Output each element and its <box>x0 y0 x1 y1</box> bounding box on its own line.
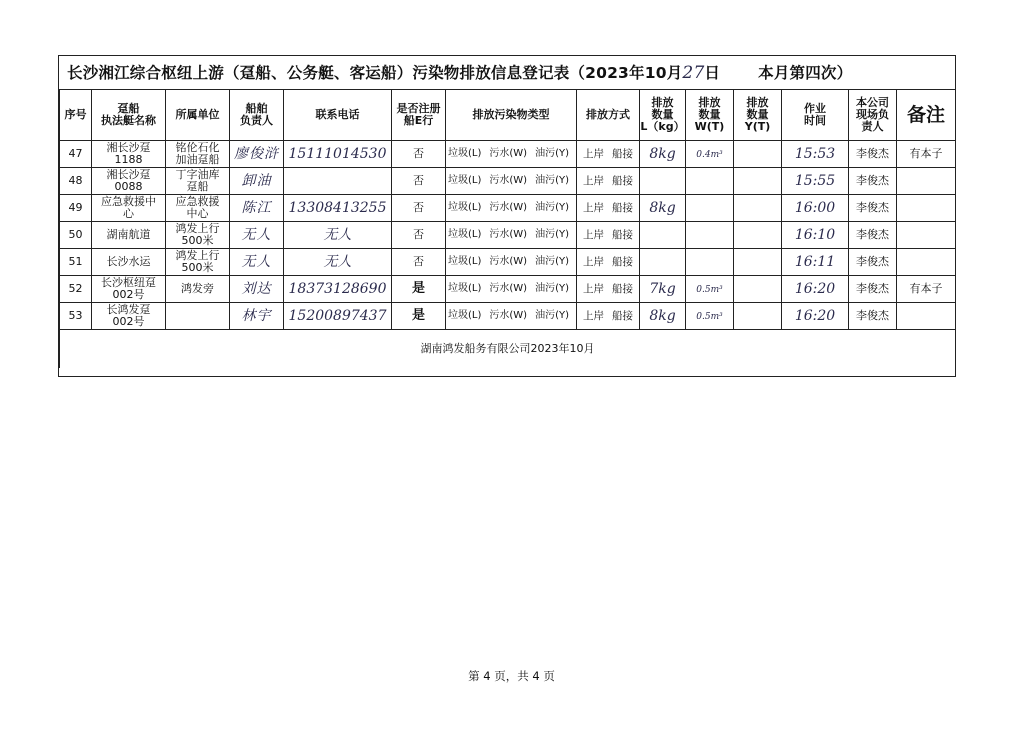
method-option: 船接 <box>612 229 633 241</box>
method-cell <box>577 303 640 330</box>
qty-w-cell-text: 0.5m³ <box>696 311 723 322</box>
unit-cell: 鸿发旁 <box>166 276 230 303</box>
method-option: 上岸 <box>583 148 604 160</box>
time-cell-text: 16:10 <box>794 226 836 243</box>
type-option: 垃圾(L) <box>448 283 482 294</box>
type-option: 垃圾(L) <box>448 310 482 321</box>
header-unit: 所属单位 <box>166 90 230 141</box>
captain-signature-text: 廖俊浒 <box>234 145 279 162</box>
header-types: 排放污染物类型 <box>446 90 577 141</box>
phone-cell-text: 13308413255 <box>288 199 387 216</box>
captain-signature <box>230 195 284 222</box>
qty-y-cell <box>734 141 782 168</box>
qty-y-cell <box>734 249 782 276</box>
qty-y-cell <box>734 222 782 249</box>
phone-cell <box>284 249 392 276</box>
qty-y-cell <box>734 168 782 195</box>
type-option: 污水(W) <box>489 310 528 321</box>
header-captain: 船舶 负责人 <box>230 90 284 141</box>
method-option: 上岸 <box>583 229 604 241</box>
qty-l-cell <box>640 168 686 195</box>
qty-w-cell <box>686 249 734 276</box>
types-cell <box>446 222 577 249</box>
table-row <box>60 276 956 303</box>
staff-cell: 李俊杰 <box>849 168 897 195</box>
seq-cell: 48 <box>60 168 92 195</box>
captain-signature <box>230 222 284 249</box>
table-row <box>60 303 956 330</box>
header-registered: 是否注册 船E行 <box>392 90 446 141</box>
seq-cell: 50 <box>60 222 92 249</box>
qty-y-cell <box>734 303 782 330</box>
phone-cell <box>284 303 392 330</box>
unit-cell: 鸿发上行 500米 <box>166 222 230 249</box>
captain-signature-text: 刘达 <box>241 280 272 297</box>
phone-cell-text: 无人 <box>323 253 352 270</box>
title-main: 长沙湘江综合枢纽上游（趸船、公务艇、客运船）污染物排放信息登记表（2023年10月 <box>67 64 683 82</box>
type-option: 油污(Y) <box>535 310 569 321</box>
method-option: 船接 <box>612 256 633 268</box>
qty-w-cell-text: 0.5m³ <box>696 284 723 295</box>
qty-l-cell-text: 8kg <box>649 199 676 216</box>
captain-signature-text: 无人 <box>241 253 272 270</box>
registered-cell: 是 <box>392 303 446 330</box>
type-option: 油污(Y) <box>535 229 569 240</box>
header-qty-y: 排放 数量 Y(T) <box>734 90 782 141</box>
phone-cell <box>284 168 392 195</box>
table-row <box>60 195 956 222</box>
phone-cell-text: 无人 <box>323 226 352 243</box>
company-footer: 湖南鸿发船务有限公司2023年10月 <box>60 330 956 369</box>
time-cell-text: 16:11 <box>794 253 836 270</box>
header-qty-l: 排放 数量 L（kg） <box>640 90 686 141</box>
type-option: 污水(W) <box>489 202 528 213</box>
unit-cell: 鸿发上行 500米 <box>166 249 230 276</box>
vessel-name-cell: 长沙水运 <box>92 249 166 276</box>
remark-cell: 有本子 <box>897 276 956 303</box>
remark-cell <box>897 222 956 249</box>
captain-signature <box>230 276 284 303</box>
captain-signature-text: 林宇 <box>241 307 272 324</box>
header-vessel: 趸船 执法艇名称 <box>92 90 166 141</box>
time-cell <box>782 303 849 330</box>
captain-signature <box>230 141 284 168</box>
qty-l-cell <box>640 249 686 276</box>
registered-cell: 否 <box>392 195 446 222</box>
qty-l-cell <box>640 141 686 168</box>
type-option: 垃圾(L) <box>448 175 482 186</box>
vessel-name-cell: 湖南航道 <box>92 222 166 249</box>
captain-signature <box>230 303 284 330</box>
seq-cell: 52 <box>60 276 92 303</box>
vessel-name-cell: 湘长沙趸 0088 <box>92 168 166 195</box>
vessel-name-cell: 长沙枢纽趸 002号 <box>92 276 166 303</box>
title-day: 27 <box>682 63 705 83</box>
types-cell <box>446 168 577 195</box>
vessel-name-cell: 长鸿发趸 002号 <box>92 303 166 330</box>
time-cell-text: 16:20 <box>794 280 836 297</box>
time-cell-text: 15:53 <box>794 145 836 162</box>
seq-cell: 49 <box>60 195 92 222</box>
method-option: 上岸 <box>583 256 604 268</box>
header-phone: 联系电话 <box>284 90 392 141</box>
type-option: 垃圾(L) <box>448 202 482 213</box>
method-option: 船接 <box>612 283 633 295</box>
types-cell <box>446 303 577 330</box>
method-cell <box>577 276 640 303</box>
qty-y-cell <box>734 195 782 222</box>
vessel-name-cell: 湘长沙趸 1188 <box>92 141 166 168</box>
qty-l-cell-text: 7kg <box>649 280 676 297</box>
phone-cell <box>284 195 392 222</box>
types-cell <box>446 276 577 303</box>
type-option: 污水(W) <box>489 229 528 240</box>
method-cell <box>577 141 640 168</box>
unit-cell: 铭伦石化 加油趸船 <box>166 141 230 168</box>
type-option: 油污(Y) <box>535 202 569 213</box>
phone-cell-text: 15200897437 <box>288 307 387 324</box>
method-option: 船接 <box>612 202 633 214</box>
table-row <box>60 222 956 249</box>
title-batch: 本月第四次） <box>758 64 853 82</box>
type-option: 污水(W) <box>489 283 528 294</box>
title-day-suffix: 日 <box>704 64 721 82</box>
header-row <box>60 90 956 141</box>
time-cell <box>782 276 849 303</box>
qty-w-cell <box>686 141 734 168</box>
registered-cell: 否 <box>392 168 446 195</box>
method-option: 上岸 <box>583 310 604 322</box>
qty-l-cell <box>640 276 686 303</box>
qty-w-cell <box>686 195 734 222</box>
type-option: 垃圾(L) <box>448 256 482 267</box>
seq-cell: 53 <box>60 303 92 330</box>
vessel-name-cell: 应急救援中 心 <box>92 195 166 222</box>
type-option: 垃圾(L) <box>448 229 482 240</box>
qty-l-cell <box>640 195 686 222</box>
types-cell <box>446 141 577 168</box>
phone-cell-text: 18373128690 <box>288 280 387 297</box>
time-cell-text: 16:00 <box>794 199 836 216</box>
seq-cell: 51 <box>60 249 92 276</box>
phone-cell-text: 15111014530 <box>288 145 387 162</box>
registered-cell: 是 <box>392 276 446 303</box>
staff-cell: 李俊杰 <box>849 276 897 303</box>
captain-signature <box>230 168 284 195</box>
registered-cell: 否 <box>392 222 446 249</box>
remark-cell <box>897 249 956 276</box>
method-cell <box>577 222 640 249</box>
registered-cell: 否 <box>392 141 446 168</box>
method-option: 上岸 <box>583 175 604 187</box>
time-cell <box>782 195 849 222</box>
header-qty-w: 排放 数量 W(T) <box>686 90 734 141</box>
table-row <box>60 141 956 168</box>
phone-cell <box>284 276 392 303</box>
method-option: 上岸 <box>583 202 604 214</box>
type-option: 油污(Y) <box>535 256 569 267</box>
qty-l-cell <box>640 303 686 330</box>
phone-cell <box>284 141 392 168</box>
type-option: 污水(W) <box>489 148 528 159</box>
time-cell <box>782 249 849 276</box>
header-time: 作业 时间 <box>782 90 849 141</box>
staff-cell: 李俊杰 <box>849 222 897 249</box>
qty-w-cell <box>686 168 734 195</box>
type-option: 油污(Y) <box>535 148 569 159</box>
time-cell-text: 16:20 <box>794 307 836 324</box>
captain-signature-text: 陈江 <box>241 199 272 216</box>
qty-w-cell <box>686 303 734 330</box>
qty-w-cell-text: 0.4m³ <box>696 149 723 160</box>
header-remark: 备注 <box>897 90 956 141</box>
page-number: 第 4 页，共 4 页 <box>468 669 555 683</box>
types-cell <box>446 249 577 276</box>
time-cell <box>782 141 849 168</box>
type-option: 油污(Y) <box>535 175 569 186</box>
header-method: 排放方式 <box>577 90 640 141</box>
time-cell <box>782 222 849 249</box>
staff-cell: 李俊杰 <box>849 249 897 276</box>
qty-l-cell-text: 8kg <box>649 145 676 162</box>
table-row <box>60 249 956 276</box>
qty-w-cell <box>686 276 734 303</box>
qty-y-cell <box>734 276 782 303</box>
unit-cell: 丁字油库 趸船 <box>166 168 230 195</box>
remark-cell <box>897 168 956 195</box>
remark-cell: 有本子 <box>897 141 956 168</box>
type-option: 污水(W) <box>489 175 528 186</box>
staff-cell: 李俊杰 <box>849 195 897 222</box>
registered-cell: 否 <box>392 249 446 276</box>
method-cell <box>577 168 640 195</box>
remark-cell <box>897 195 956 222</box>
remark-cell <box>897 303 956 330</box>
type-option: 油污(Y) <box>535 283 569 294</box>
type-option: 垃圾(L) <box>448 148 482 159</box>
method-cell <box>577 249 640 276</box>
phone-cell <box>284 222 392 249</box>
method-option: 上岸 <box>583 283 604 295</box>
method-option: 船接 <box>612 148 633 160</box>
header-seq: 序号 <box>60 90 92 141</box>
table-row <box>60 168 956 195</box>
type-option: 污水(W) <box>489 256 528 267</box>
qty-w-cell <box>686 222 734 249</box>
method-cell <box>577 195 640 222</box>
time-cell-text: 15:55 <box>794 172 836 189</box>
seq-cell: 47 <box>60 141 92 168</box>
staff-cell: 李俊杰 <box>849 303 897 330</box>
captain-signature <box>230 249 284 276</box>
captain-signature-text: 卸油 <box>241 172 272 189</box>
time-cell <box>782 168 849 195</box>
captain-signature-text: 无人 <box>241 226 272 243</box>
qty-l-cell-text: 8kg <box>649 307 676 324</box>
form-title <box>59 56 955 90</box>
staff-cell: 李俊杰 <box>849 141 897 168</box>
header-staff: 本公司 现场负 责人 <box>849 90 897 141</box>
method-option: 船接 <box>612 310 633 322</box>
types-cell <box>446 195 577 222</box>
method-option: 船接 <box>612 175 633 187</box>
qty-l-cell <box>640 222 686 249</box>
unit-cell: 应急救援 中心 <box>166 195 230 222</box>
emission-table <box>59 89 956 368</box>
unit-cell <box>166 303 230 330</box>
registration-form <box>58 55 956 377</box>
